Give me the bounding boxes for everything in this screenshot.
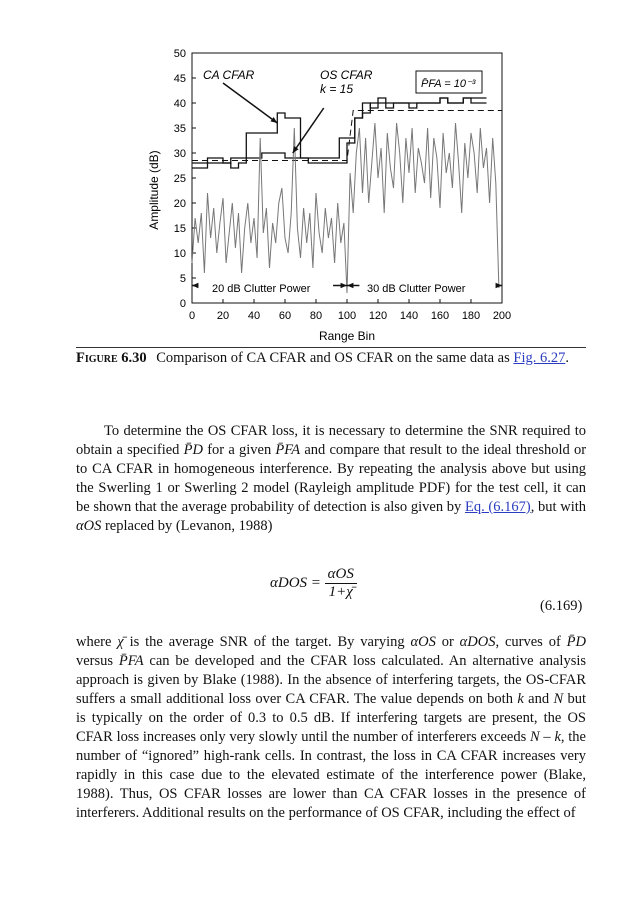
caption-fig-link[interactable]: Fig. 6.27 bbox=[513, 350, 566, 366]
clutter-high-label: 30 dB Clutter Power bbox=[367, 283, 466, 295]
x-tick-label: 200 bbox=[492, 310, 512, 322]
clutter-low-right-arrow-head bbox=[341, 283, 347, 288]
y-tick-label: 10 bbox=[173, 248, 186, 260]
pfa-symbol: P̄FA bbox=[275, 442, 301, 458]
n-symbol: N bbox=[553, 691, 564, 707]
p2-text-5: versus bbox=[76, 653, 114, 669]
y-tick-label: 45 bbox=[173, 73, 186, 85]
x-tick-label: 140 bbox=[399, 310, 419, 322]
cfar-chart bbox=[140, 45, 520, 345]
n-minus-k-symbol: N – k bbox=[530, 729, 561, 745]
x-tick-label: 80 bbox=[309, 310, 323, 322]
p1-text-3: and compare that result to the ideal threshold or to CA CFAR in homogeneous interference. By repeating the analysis above but using the Swerling 1 or Swerling 2 model (Rayleigh amplitude PDF) for the test cell, it can be shown that the average probability of detection is also given by bbox=[76, 442, 587, 515]
x-tick-label: 120 bbox=[368, 310, 388, 322]
y-tick-label: 35 bbox=[173, 123, 186, 135]
p1-text-1: To determine the OS CFAR loss, it is necessary to determine the SNR required to obtain a specified bbox=[76, 423, 586, 458]
x-tick-label: 160 bbox=[430, 310, 450, 322]
p2-text-8: but is typically on the order of 0.3 to 0.5 dB. If interfering targets are present, the OS CFAR loss increases only very slowly until the number of interferers exceeds bbox=[76, 691, 587, 745]
paragraph-1 bbox=[76, 422, 586, 536]
x-tick-label: 0 bbox=[188, 310, 196, 322]
ca-arrow bbox=[223, 83, 277, 123]
y-tick-label: 20 bbox=[173, 198, 186, 210]
alpha-d-os-symbol: αDOS bbox=[459, 634, 496, 650]
equation-number: (6.169) bbox=[540, 598, 583, 614]
p1-text-4: , but with bbox=[530, 499, 587, 515]
equation-numerator: αOS bbox=[325, 566, 357, 584]
p2-text-1: where bbox=[76, 634, 112, 650]
alpha-os-symbol-2: αOS bbox=[410, 634, 436, 650]
figure-caption bbox=[76, 350, 586, 367]
paragraph-2 bbox=[76, 633, 586, 823]
os-cfar-label: OS CFAR bbox=[320, 68, 373, 82]
xlabel: Range Bin bbox=[318, 329, 376, 343]
p1-text-5: replaced by (Levanon, 1988) bbox=[104, 518, 273, 534]
os-arrow bbox=[293, 108, 324, 153]
y-tick-label: 15 bbox=[173, 223, 186, 235]
p2-text-6: can be developed and the CFAR loss calculated. An alternative analysis approach is given by Blake (1988). In the absence of interfering targets, the OS-CFAR suffers a small additional loss over CA CFAR. The value depends on both bbox=[76, 653, 587, 707]
clutter-high-left-arrow-head bbox=[347, 283, 353, 288]
y-tick-label: 30 bbox=[173, 148, 186, 160]
chi-symbol: χ̄ bbox=[117, 634, 124, 650]
equation-6-169 bbox=[270, 566, 357, 601]
caption-label: Figure 6.30 bbox=[76, 350, 147, 366]
pfa-symbol-2: P̄FA bbox=[118, 653, 144, 669]
p2-text-2: is the average SNR of the target. By varying bbox=[129, 634, 405, 650]
equation-denominator: 1+χ̄ bbox=[328, 584, 353, 600]
os-k-label: k = 15 bbox=[320, 82, 354, 96]
pd-symbol-2: P̄D bbox=[566, 634, 586, 650]
equation-fraction bbox=[325, 566, 357, 601]
x-tick-label: 20 bbox=[216, 310, 230, 322]
x-tick-label: 180 bbox=[461, 310, 481, 322]
pd-symbol: P̄D bbox=[183, 442, 203, 458]
k-symbol: k bbox=[517, 691, 524, 707]
clutter-low-left-arrow-head bbox=[192, 283, 198, 288]
caption-text: Comparison of CA CFAR and OS CFAR on the same data as bbox=[156, 350, 510, 366]
data-line bbox=[192, 123, 499, 293]
y-tick-label: 0 bbox=[179, 298, 186, 310]
ylabel: Amplitude (dB) bbox=[147, 150, 161, 230]
eq-6-167-link[interactable]: Eq. (6.167) bbox=[464, 499, 531, 515]
p2-text-4: , curves of bbox=[495, 634, 561, 650]
p2-text-9: , the number of “ignored” high-rank cells. In contrast, the loss in CA CFAR increases very rapidly in this case due to the elevated estimate of the interference power (Blake, 1988). Thus, OS CFAR losses are lower than CA CFAR losses in the presence of interferers. Additional results on the performance of OS CFAR, including the effect of bbox=[76, 729, 586, 821]
p2-text-7: and bbox=[528, 691, 550, 707]
clutter-low-label: 20 dB Clutter Power bbox=[212, 283, 311, 295]
equation-lhs: αDOS = bbox=[270, 574, 321, 591]
y-tick-label: 50 bbox=[173, 48, 186, 60]
y-tick-label: 5 bbox=[179, 273, 186, 285]
x-tick-label: 60 bbox=[278, 310, 292, 322]
y-tick-label: 40 bbox=[173, 98, 186, 110]
ca-cfar-label: CA CFAR bbox=[203, 68, 255, 82]
pfa-label: P̄FA = 10⁻³ bbox=[421, 78, 476, 90]
x-tick-label: 100 bbox=[337, 310, 357, 322]
figure-rule bbox=[76, 347, 586, 348]
p1-text-2: for a given bbox=[207, 442, 272, 458]
caption-end: . bbox=[565, 350, 569, 366]
x-tick-label: 40 bbox=[247, 310, 261, 322]
p2-text-3: or bbox=[441, 634, 454, 650]
y-tick-label: 25 bbox=[173, 173, 186, 185]
alpha-os-symbol: αOS bbox=[76, 518, 102, 534]
